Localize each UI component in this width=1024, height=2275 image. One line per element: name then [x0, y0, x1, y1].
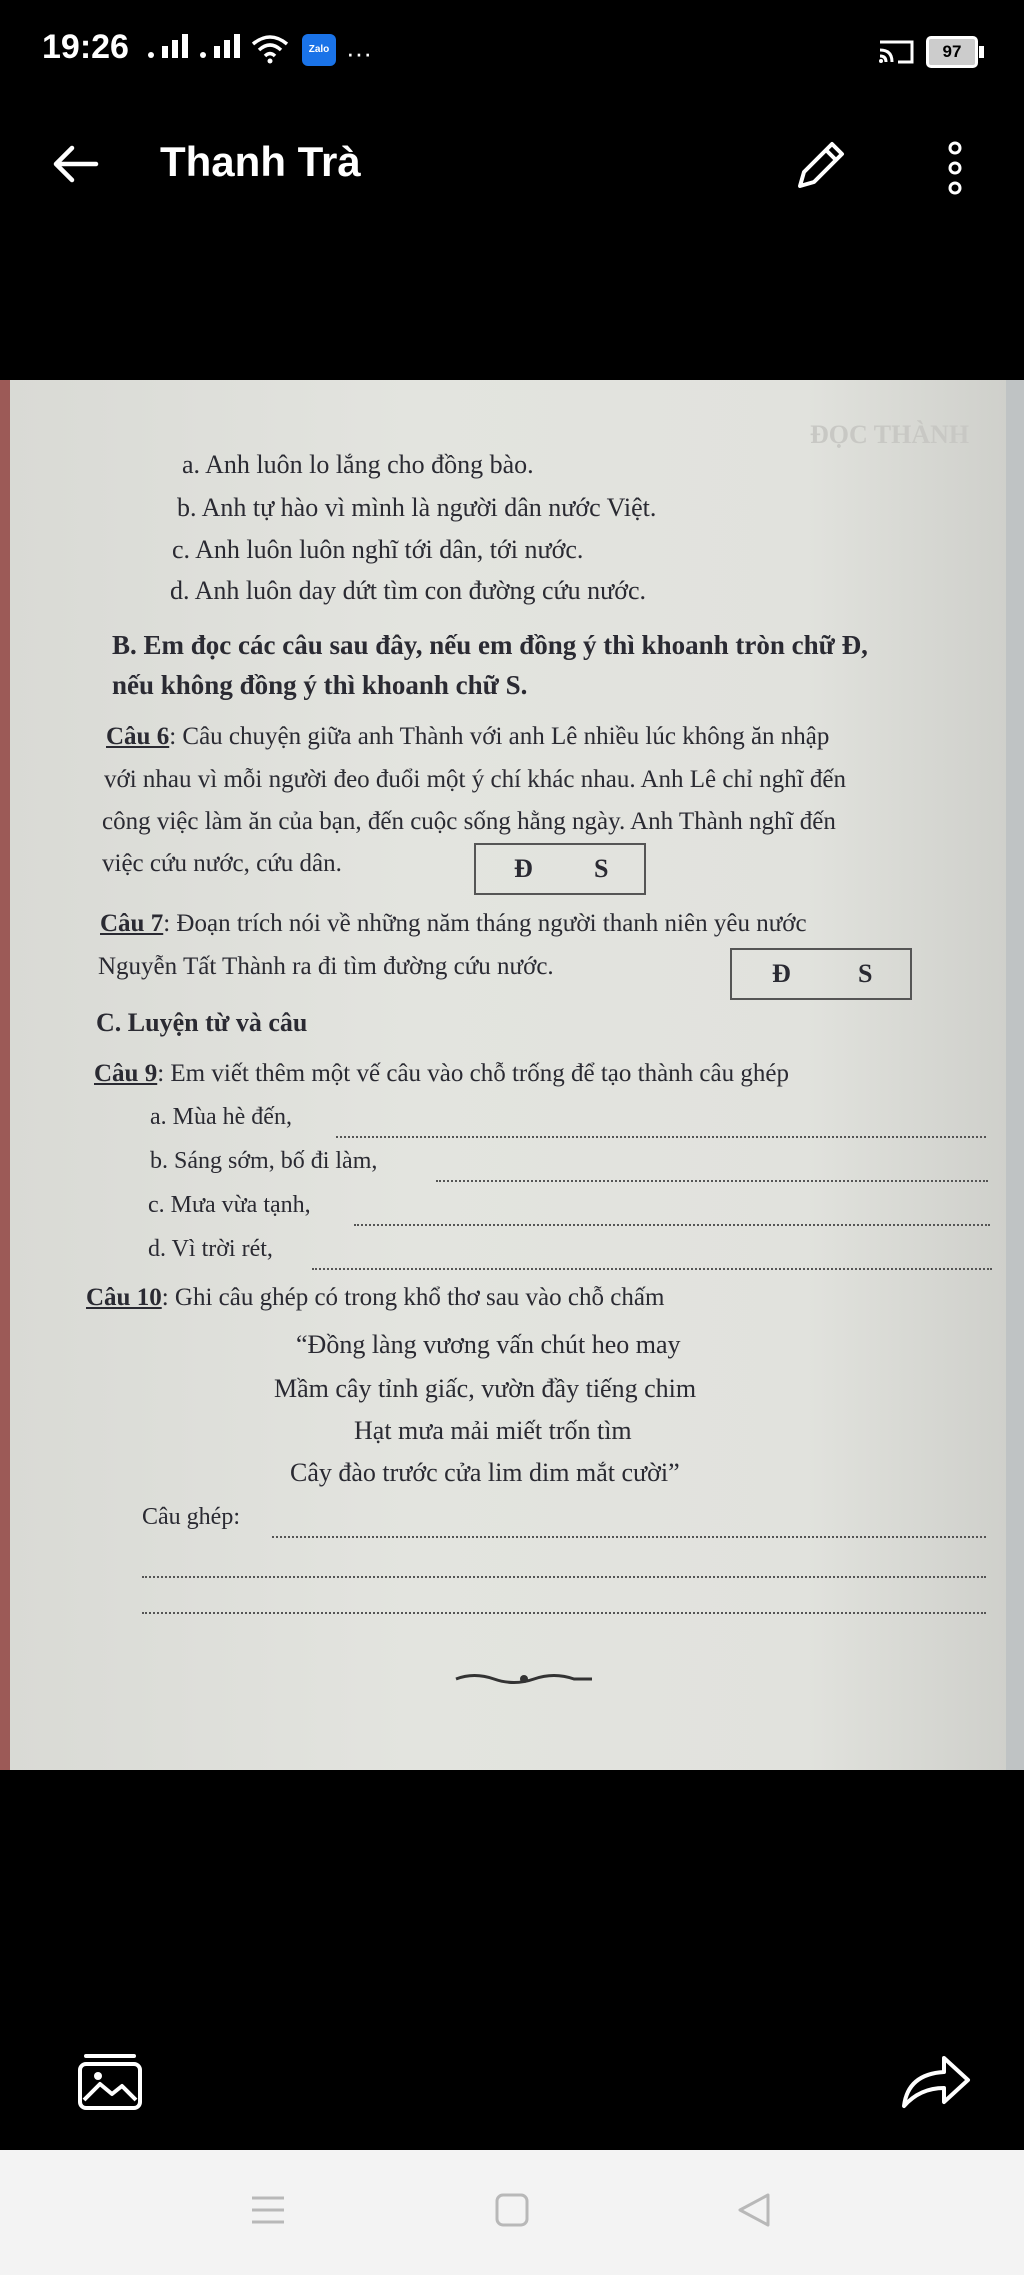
section-b-instruction-line2: nếu không đồng ý thì khoanh chữ S. — [112, 670, 528, 700]
photo-actions-bar — [0, 2020, 1024, 2150]
page-edge — [1006, 380, 1024, 1770]
book-spine — [0, 380, 10, 1770]
cau9-label: Câu 9 — [94, 1060, 158, 1087]
section-b-instruction-line1: B. Em đọc các câu sau đây, nếu em đồng ý thì khoanh tròn chữ Đ, — [112, 630, 868, 660]
cau9-item-b: b. Sáng sớm, bố đi làm, — [150, 1148, 378, 1174]
zalo-notification-icon: Zalo — [302, 34, 336, 66]
blank-line — [142, 1612, 986, 1614]
battery-icon: 97 — [926, 36, 978, 68]
blank-line — [312, 1268, 992, 1270]
answer-option-b: b. Anh tự hào vì mình là người dân nước Việt. — [177, 493, 657, 522]
photo-viewer-image[interactable] — [0, 380, 1024, 1770]
status-bar — [0, 0, 1024, 100]
bleed-through-text: ĐỌC THÀNH — [810, 420, 970, 449]
more-notifications-icon: ··· — [346, 38, 372, 68]
conversation-title: Thanh Trà — [160, 138, 361, 185]
poem-line-3: Hạt mưa mải miết trốn tìm — [354, 1416, 632, 1445]
system-navigation-bar — [0, 2150, 1024, 2275]
cau6-true-false-box — [474, 843, 646, 895]
poem-line-1: “Đồng làng vương vấn chút heo may — [296, 1330, 681, 1359]
answer-option-c: c. Anh luôn luôn nghĩ tới dân, tới nước. — [172, 535, 584, 564]
blank-line — [436, 1180, 988, 1182]
cau10-prompt: Câu 10: Ghi câu ghép có trong khổ thơ sau vào chỗ chấm — [86, 1284, 665, 1311]
cau6-line3: công việc làm ăn của bạn, đến cuộc sống hằng ngày. Anh Thành nghĩ đến — [102, 808, 836, 835]
back-nav-icon[interactable] — [736, 2192, 772, 2228]
cau6-line1: Câu 6: Câu chuyện giữa anh Thành với anh Lê nhiều lúc không ăn nhập — [106, 723, 830, 750]
blank-line — [354, 1224, 990, 1226]
cau6-line2: với nhau vì mỗi người đeo đuổi một ý chí khác nhau. Anh Lê chỉ nghĩ đến — [104, 766, 846, 793]
cau9-prompt: Câu 9: Em viết thêm một vế câu vào chỗ trống để tạo thành câu ghép — [94, 1060, 789, 1087]
wifi-icon — [250, 34, 290, 64]
share-forward-icon[interactable] — [898, 2048, 974, 2112]
cau6-line4: việc cứu nước, cứu dân. — [102, 850, 342, 877]
recent-apps-icon[interactable] — [250, 2192, 286, 2228]
answer-option-a: a. Anh luôn lo lắng cho đồng bào. — [182, 450, 534, 479]
true-choice: Đ — [772, 959, 791, 988]
false-choice: S — [858, 959, 873, 988]
false-choice: S — [594, 854, 609, 883]
cast-icon — [876, 38, 916, 66]
decorative-flourish-icon — [454, 1672, 594, 1686]
cau10-label: Câu 10 — [86, 1284, 162, 1311]
signal-icon-2 — [200, 34, 240, 58]
more-options-icon[interactable] — [940, 140, 970, 196]
gallery-icon[interactable] — [74, 2050, 146, 2114]
signal-icon — [148, 34, 188, 58]
cau6-label: Câu 6 — [106, 723, 170, 750]
cau7-true-false-box — [730, 948, 912, 1000]
section-c-heading: C. Luyện từ và câu — [96, 1008, 308, 1037]
back-arrow-icon[interactable] — [50, 142, 100, 186]
answer-option-d: d. Anh luôn day dứt tìm con đường cứu nước. — [170, 576, 646, 605]
true-choice: Đ — [514, 854, 533, 883]
poem-line-4: Cây đào trước cửa lim dim mắt cười” — [290, 1458, 680, 1487]
cau7-line2: Nguyễn Tất Thành ra đi tìm đường cứu nước. — [98, 953, 554, 980]
blank-line — [272, 1536, 986, 1538]
cau7-line1: Câu 7: Đoạn trích nói về những năm tháng người thanh niên yêu nước — [100, 910, 807, 937]
textbook-page — [10, 380, 1006, 1770]
cau9-item-c: c. Mưa vừa tạnh, — [148, 1192, 311, 1218]
cau7-label: Câu 7 — [100, 910, 164, 937]
edit-pencil-icon[interactable] — [790, 134, 850, 196]
blank-line — [336, 1136, 986, 1138]
status-time: 19:26 — [42, 28, 129, 66]
answer-label: Câu ghép: — [142, 1504, 240, 1530]
cau9-item-a: a. Mùa hè đến, — [150, 1104, 292, 1130]
cau9-item-d: d. Vì trời rét, — [148, 1236, 273, 1262]
blank-line — [142, 1576, 986, 1578]
poem-line-2: Mầm cây tỉnh giấc, vườn đầy tiếng chim — [274, 1374, 697, 1403]
app-bar — [0, 120, 1024, 210]
home-icon[interactable] — [494, 2192, 530, 2228]
